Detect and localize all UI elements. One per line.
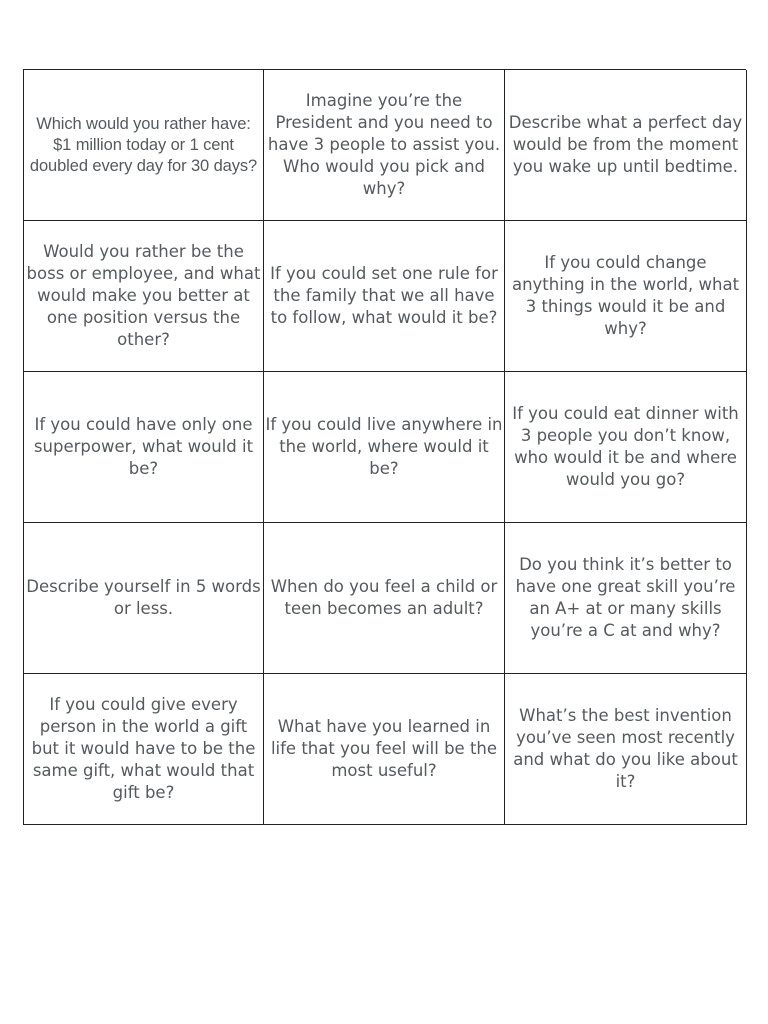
question-card [24,523,264,674]
question-text: If you could live anywhere in the world, where would it be? [265,415,503,478]
question-card [505,70,747,221]
question-text: Imagine you’re the President and you need to have 3 people to assist you. Who would you pick and why? [267,91,501,198]
question-text: If you could eat dinner with 3 people you don’t know, who would it be and where would you go? [512,404,739,489]
question-card [505,523,747,674]
question-card [505,221,747,372]
question-card [24,221,264,372]
question-text: Which would you rather have: $1 million today or 1 cent doubled every day for 30 days? [29,114,258,175]
question-card [24,674,264,825]
question-text: When do you feel a child or teen becomes an adult? [270,577,498,618]
question-text: If you could have only one superpower, what would it be? [33,415,254,478]
question-text: Describe yourself in 5 words or less. [26,577,261,618]
question-card-grid [23,69,746,825]
question-card [264,70,505,221]
question-text: Do you think it’s better to have one great skill you’re an A+ at or many skills you’re a C at and why? [515,555,736,640]
question-text: What have you learned in life that you feel will be the most useful? [270,717,498,780]
question-card [264,221,505,372]
question-text: What’s the best invention you’ve seen most recently and what do you like about it? [513,706,738,791]
question-card [264,523,505,674]
question-card [24,372,264,523]
question-text: Would you rather be the boss or employee, and what would make you better at one position versus the other? [26,242,261,349]
question-card [505,372,747,523]
question-card [264,372,505,523]
question-card [264,674,505,825]
question-text: Describe what a perfect day would be from the moment you wake up until bedtime. [508,113,743,176]
question-card [24,70,264,221]
question-text: If you could change anything in the world, what 3 things would it be and why? [511,253,740,338]
question-text: If you could give every person in the world a gift but it would have to be the same gift, what would that gift be? [31,695,256,802]
question-text: If you could set one rule for the family that we all have to follow, what would it be? [270,264,498,327]
question-card [505,674,747,825]
